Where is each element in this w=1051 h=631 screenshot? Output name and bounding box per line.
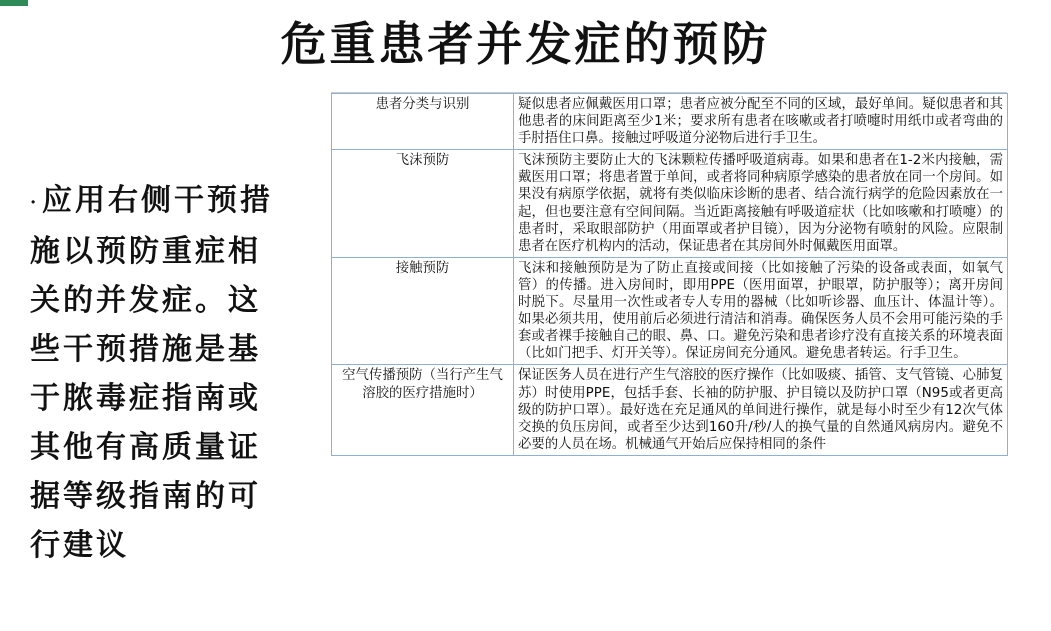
bullet-dot-icon: · [30,191,40,213]
table-row [332,257,1008,365]
description-cell: 飞沫预防主要防止大的飞沫颗粒传播呼吸道病毒。如果和患者在1-2米内接触，需戴医用口罩；将患者置于单间，或者将同种病原学感染的患者放在同一个房间。如果没有病原学依据，就将有类似临床诊断的患者、结合流行病学的危险因素放在一起，但也要注意有空间间隔。当近距离接触有呼吸道症状（比如咳嗽和打喷嚏）的患者时，采取眼部防护（用面罩或者护目镜），因为分泌物有喷射的风险。应限制患者在医疗机构内的活动，保证患者在其房间外时佩戴医用面罩。 [514,150,1008,258]
slide-title: 危重患者并发症的预防 [280,17,771,71]
category-cell: 接触预防 [332,257,514,365]
accent-bar [0,0,28,6]
summary-text-block [30,176,292,570]
description-cell: 疑似患者应佩戴医用口罩；患者应被分配至不同的区域，最好单间。疑似患者和其他患者的床间距离至少1米；要求所有患者在咳嗽或者打喷嚏时用纸巾或者弯曲的手肘捂住口鼻。接触过呼吸道分泌物后进行手卫生。 [514,94,1008,150]
description-cell: 飞沫和接触预防是为了防止直接或间接（比如接触了污染的设备或表面，如氧气管）的传播。进入房间时，即用PPE（医用面罩，护眼罩，防护服等）；离开房间时脱下。尽量用一次性或者专人专用的器械（比如听诊器、血压计、体温计等）。如果必须共用，使用前后必须进行清洁和消毒。确保医务人员不会用可能污染的手套或者裸手接触自己的眼、鼻、口。避免污染和患者诊疗没有直接关系的环境表面（比如门把手、灯开关等）。保证房间充分通风。避免患者转运。行手卫生。 [514,257,1008,365]
summary-text: 应用右侧干预措施以预防重症相关的并发症。这些干预措施是基于脓毒症指南或其他有高质量证据等级指南的可行建议 [30,183,273,563]
category-cell: 飞沫预防 [332,150,514,258]
table-row [332,150,1008,258]
prevention-table-container [331,92,1007,617]
category-cell: 空气传播预防（当行产生气溶胶的医疗措施时） [332,365,514,455]
category-cell: 患者分类与识别 [332,94,514,150]
prevention-table [331,93,1008,456]
table-row [332,365,1008,455]
table-row [332,94,1008,150]
description-cell: 保证医务人员在进行产生气溶胶的医疗操作（比如吸痰、插管、支气管镜、心肺复苏）时使用PPE，包括手套、长袖的防护服、护目镜以及防护口罩（N95或者更高级的防护口罩）。最好选在充足通风的单间进行操作，就是每小时至少有12次气体交换的负压房间，或者至少达到160升/秒/人的换气量的自然通风病房内。避免不必要的人员在场。机械通气开始后应保持相同的条件 [514,365,1008,455]
